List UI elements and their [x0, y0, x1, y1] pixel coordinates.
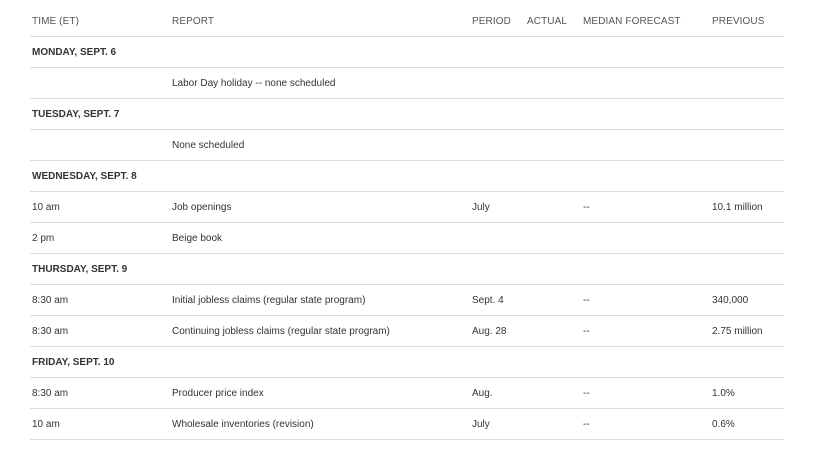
report-cell: Initial jobless claims (regular state program) [170, 285, 470, 316]
previous-cell: 1.0% [710, 378, 784, 409]
report-cell: Continuing jobless claims (regular state program) [170, 316, 470, 347]
table-row [30, 378, 784, 409]
day-heading: THURSDAY, SEPT. 9 [30, 254, 784, 285]
time-cell [30, 130, 170, 161]
median-forecast-cell: -- [581, 409, 710, 440]
median-forecast-cell: -- [581, 192, 710, 223]
actual-cell [525, 378, 581, 409]
period-cell [470, 68, 525, 99]
period-cell: Sept. 4 [470, 285, 525, 316]
period-cell: July [470, 409, 525, 440]
previous-cell [710, 223, 784, 254]
actual-cell [525, 223, 581, 254]
column-header-previous: PREVIOUS [710, 6, 784, 37]
actual-cell [525, 192, 581, 223]
table-row [30, 192, 784, 223]
day-heading: FRIDAY, SEPT. 10 [30, 347, 784, 378]
previous-cell [710, 130, 784, 161]
period-cell [470, 223, 525, 254]
report-cell: Labor Day holiday -- none scheduled [170, 68, 470, 99]
report-cell: Wholesale inventories (revision) [170, 409, 470, 440]
median-forecast-cell: -- [581, 285, 710, 316]
period-cell: July [470, 192, 525, 223]
median-forecast-cell: -- [581, 316, 710, 347]
table-row [30, 130, 784, 161]
previous-cell: 10.1 million [710, 192, 784, 223]
column-header-actual: ACTUAL [525, 6, 581, 37]
report-cell: None scheduled [170, 130, 470, 161]
median-forecast-cell [581, 130, 710, 161]
time-cell: 10 am [30, 192, 170, 223]
day-heading-row [30, 99, 784, 130]
period-cell [470, 130, 525, 161]
column-header-period: PERIOD [470, 6, 525, 37]
column-header-median-forecast: MEDIAN FORECAST [581, 6, 710, 37]
economic-calendar-table [30, 6, 784, 440]
day-heading: MONDAY, SEPT. 6 [30, 37, 784, 68]
report-cell: Job openings [170, 192, 470, 223]
median-forecast-cell: -- [581, 378, 710, 409]
actual-cell [525, 68, 581, 99]
report-cell: Beige book [170, 223, 470, 254]
time-cell: 8:30 am [30, 378, 170, 409]
previous-cell: 0.6% [710, 409, 784, 440]
day-heading: WEDNESDAY, SEPT. 8 [30, 161, 784, 192]
previous-cell [710, 68, 784, 99]
table-row [30, 285, 784, 316]
report-cell: Producer price index [170, 378, 470, 409]
period-cell: Aug. 28 [470, 316, 525, 347]
day-heading-row [30, 254, 784, 285]
actual-cell [525, 285, 581, 316]
time-cell: 10 am [30, 409, 170, 440]
time-cell: 2 pm [30, 223, 170, 254]
table-header-row [30, 6, 784, 37]
day-heading-row [30, 161, 784, 192]
median-forecast-cell [581, 223, 710, 254]
column-header-report: REPORT [170, 6, 470, 37]
table-row [30, 223, 784, 254]
table-row [30, 316, 784, 347]
time-cell [30, 68, 170, 99]
day-heading: TUESDAY, SEPT. 7 [30, 99, 784, 130]
period-cell: Aug. [470, 378, 525, 409]
actual-cell [525, 130, 581, 161]
previous-cell: 340,000 [710, 285, 784, 316]
time-cell: 8:30 am [30, 285, 170, 316]
previous-cell: 2.75 million [710, 316, 784, 347]
column-header-time: TIME (ET) [30, 6, 170, 37]
table-row [30, 68, 784, 99]
median-forecast-cell [581, 68, 710, 99]
table-row [30, 409, 784, 440]
time-cell: 8:30 am [30, 316, 170, 347]
day-heading-row [30, 37, 784, 68]
day-heading-row [30, 347, 784, 378]
actual-cell [525, 316, 581, 347]
actual-cell [525, 409, 581, 440]
